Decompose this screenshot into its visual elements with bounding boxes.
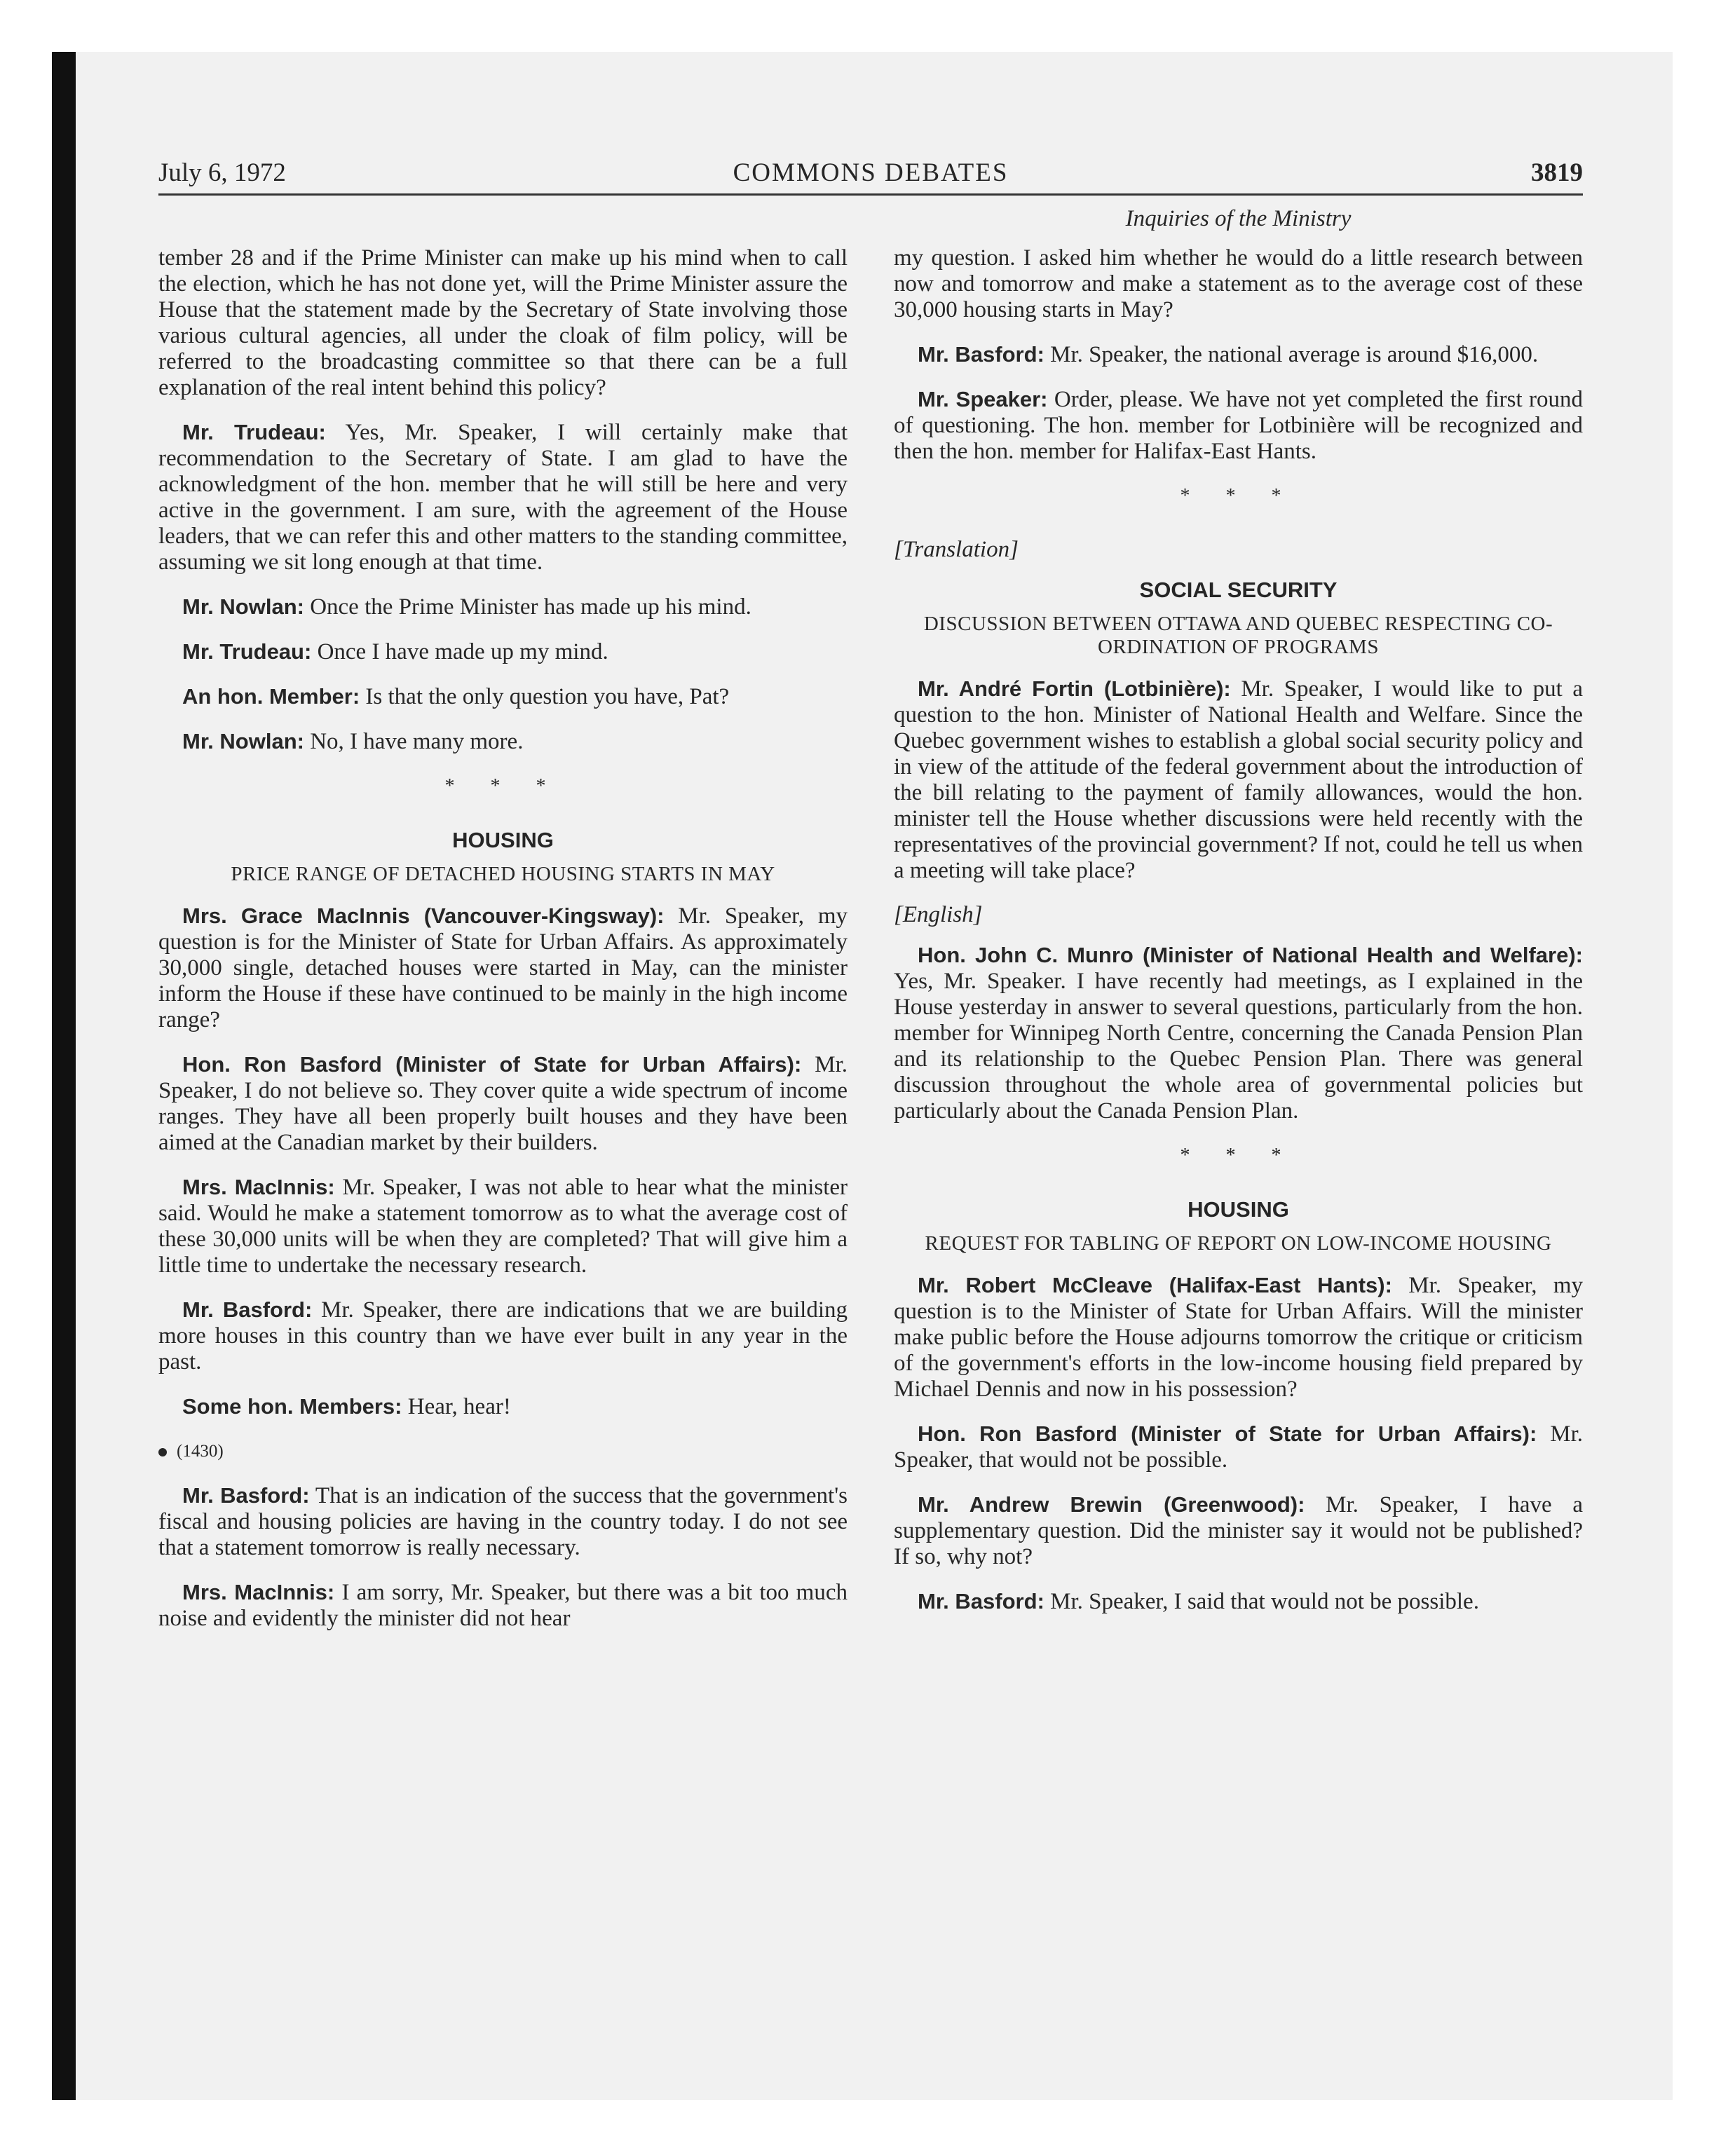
header-date: July 6, 1972: [158, 158, 286, 187]
speech-text: Once the Prime Minister has made up his mind.: [310, 594, 751, 620]
section-separator: * * *: [1180, 485, 1297, 507]
speech-text: That is an indication of the success that the government's fiscal and housing policies are having in the country today. I do not see that a statement tomorrow is really necessary.: [158, 1483, 848, 1560]
header-title: COMMONS DEBATES: [733, 158, 1009, 187]
speech: [158, 1051, 848, 1156]
speech: [158, 419, 848, 575]
speaker-name: Mr. Basford:: [182, 1483, 310, 1508]
section-subheading: REQUEST FOR TABLING OF REPORT ON LOW-INCOME HOUSING: [925, 1232, 1552, 1255]
speech: [158, 1393, 848, 1420]
speech-text: Is that the only question you have, Pat?: [365, 684, 730, 709]
section-subheading: DISCUSSION BETWEEN OTTAWA AND QUEBEC RESPECTING CO-ORDINATION OF PROGRAMS: [923, 613, 1553, 658]
right-column: [894, 245, 1583, 1633]
speech: [894, 676, 1583, 884]
running-head: Inquiries of the Ministry: [1125, 206, 1352, 231]
time-marker: [158, 1438, 848, 1464]
bullet-icon: [158, 1448, 167, 1456]
speech-text: Hear, hear!: [407, 1394, 511, 1419]
speech-text: Yes, Mr. Speaker. I have recently had meetings, as I explained in the House yesterday in answer to several questions, particularly from the hon. member for Winnipeg North Centre, concerning the Canada Pension Plan and its relationship to the Quebec Pension Plan. There was general discussion throughout the whole area of governmental policies but particularly about the Canada Pension Plan.: [894, 969, 1583, 1124]
speech-text: Mr. Speaker, I have a supplementary question. Did the minister say it would not be published? If so, why not?: [894, 1492, 1583, 1569]
speech: [158, 1482, 848, 1561]
page-header: [158, 156, 1583, 196]
speaker-name: Mr. Trudeau:: [182, 420, 326, 444]
speech: [158, 639, 848, 665]
speech: [894, 1421, 1583, 1473]
language-note: [Translation]: [894, 537, 1019, 562]
section-heading: HOUSING: [452, 828, 554, 852]
speaker-name: Mr. Trudeau:: [182, 639, 312, 664]
speech: [894, 386, 1583, 465]
left-column: [158, 245, 848, 1650]
speech: [894, 1588, 1583, 1615]
speaker-name: Mr. André Fortin (Lotbinière):: [918, 676, 1231, 701]
section-separator: * * *: [444, 775, 562, 797]
paragraph: tember 28 and if the Prime Minister can make up his mind when to call the election, which he has not done yet, will the Prime Minister assure the House that the statement made by the Secretary of State involving those various cultural agencies, all under the cloak of film policy, will be referred to the broadcasting committee so that there can be a full explanation of the real intent behind this policy?: [158, 245, 848, 400]
speaker-name: Mr. Robert McCleave (Halifax-East Hants):: [918, 1273, 1392, 1297]
speaker-name: Mrs. MacInnis:: [182, 1175, 335, 1199]
speech-text: Mr. Speaker, I said that would not be possible.: [1050, 1589, 1479, 1614]
section-subheading: PRICE RANGE OF DETACHED HOUSING STARTS IN MAY: [231, 863, 775, 885]
speaker-name: Mrs. Grace MacInnis (Vancouver-Kingsway):: [182, 903, 665, 928]
speech-text: No, I have many more.: [310, 729, 524, 754]
scan-edge: [52, 52, 76, 2100]
speech: [158, 1174, 848, 1278]
speech-text: Mr. Speaker, my question is for the Minister of State for Urban Affairs. As approximately 30,000 single, detached houses were started in May, can the minister inform the House if these have continued to be mainly in the high income range?: [158, 903, 848, 1032]
speech: [158, 903, 848, 1033]
speech-text: Yes, Mr. Speaker, I will certainly make that recommendation to the Secretary of State. I am glad to have the acknowledgment of the hon. member that he will still be here and very active in the government. I am sure, with the agreement of the House leaders, that we can refer this and other matters to the standing committee, assuming we sit long enough at that time.: [158, 420, 848, 575]
speaker-name: Mr. Andrew Brewin (Greenwood):: [918, 1492, 1305, 1517]
section-heading: SOCIAL SECURITY: [1139, 578, 1338, 602]
speaker-name: Mr. Basford:: [182, 1297, 313, 1322]
section-separator: * * *: [1180, 1145, 1297, 1166]
speech-text: Mr. Speaker, I would like to put a question to the hon. Minister of National Health and Welfare. Since the Quebec government wishes to establish a global social security policy and in view of the attitude of the federal government about the introduction of the bill relating to the payment of family allowances, would the hon. minister tell the House whether discussions were held recently with the representatives of the provincial government? If not, could he tell us when a meeting will take place?: [894, 676, 1583, 883]
speaker-name: Mrs. MacInnis:: [182, 1580, 335, 1604]
speech-text: Order, please. We have not yet completed the first round of questioning. The hon. member for Lotbinière will be recognized and then the hon. member for Halifax-East Hants.: [894, 387, 1583, 464]
speech: [158, 728, 848, 755]
speech: [158, 683, 848, 710]
speech-text: Mr. Speaker, I do not believe so. They cover quite a wide spectrum of income ranges. They have all been properly built houses and they have been aimed at the Canadian market by their builders.: [158, 1052, 848, 1155]
speech-text: Mr. Speaker, my question is to the Minister of State for Urban Affairs. Will the minister make public before the House adjourns tomorrow the critique or criticism of the government's efforts in the low-income housing field prepared by Michael Dennis and now in his possession?: [894, 1273, 1583, 1402]
speaker-name: Mr. Nowlan:: [182, 594, 304, 619]
speaker-name: Mr. Nowlan:: [182, 729, 304, 753]
speaker-name: Mr. Basford:: [918, 1589, 1045, 1613]
speech-text: I am sorry, Mr. Speaker, but there was a bit too much noise and evidently the minister did not hear: [158, 1580, 848, 1631]
speaker-name: Hon. John C. Munro (Minister of National Health and Welfare):: [918, 943, 1583, 967]
time-text: (1430): [177, 1442, 224, 1461]
speech: [894, 942, 1583, 1124]
speaker-name: Some hon. Members:: [182, 1394, 402, 1419]
speech: [894, 341, 1583, 368]
speech-text: Mr. Speaker, that would not be possible.: [894, 1421, 1583, 1473]
speech-text: Mr. Speaker, I was not able to hear what the minister said. Would he make a statement tomorrow as to what the average cost of these 30,000 units will be when they are completed? That will give him a little time to undertake the necessary research.: [158, 1175, 848, 1278]
speech: [158, 1297, 848, 1375]
speaker-name: An hon. Member:: [182, 684, 360, 709]
speaker-name: Hon. Ron Basford (Minister of State for Urban Affairs):: [182, 1052, 802, 1077]
speaker-name: Mr. Speaker:: [918, 387, 1048, 411]
paragraph: my question. I asked him whether he would do a little research between now and tomorrow and make a statement as to the average cost of these 30,000 housing starts in May?: [894, 245, 1583, 322]
speech-text: Mr. Speaker, the national average is around $16,000.: [1050, 342, 1539, 367]
section-heading: HOUSING: [1188, 1197, 1289, 1222]
speech: [158, 1579, 848, 1632]
speech: [894, 1492, 1583, 1570]
speech-text: Mr. Speaker, there are indications that we are building more houses in this country than we have ever built in any year in the past.: [158, 1297, 848, 1374]
page-number: 3819: [1531, 158, 1583, 187]
speech: [894, 1272, 1583, 1403]
speech-text: Once I have made up my mind.: [317, 639, 608, 664]
speaker-name: Mr. Basford:: [918, 342, 1045, 367]
speaker-name: Hon. Ron Basford (Minister of State for Urban Affairs):: [918, 1421, 1537, 1446]
speech: [158, 594, 848, 620]
language-note: [English]: [894, 902, 983, 927]
